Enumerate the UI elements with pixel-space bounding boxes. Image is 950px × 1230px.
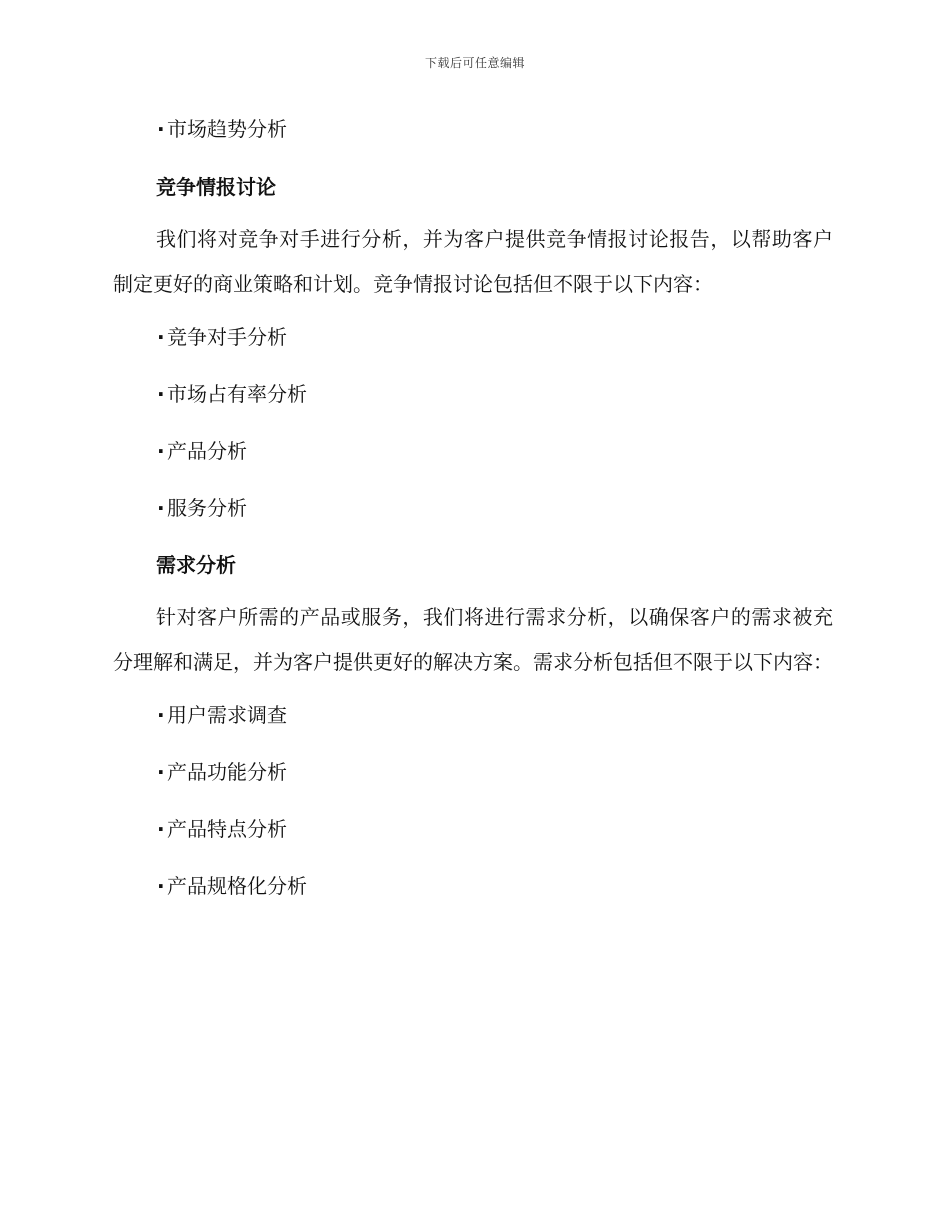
list-item-text: 产品分析	[167, 439, 247, 463]
bullet-icon: ·	[157, 817, 165, 841]
bullet-icon: ·	[157, 496, 165, 520]
bullet-icon: ·	[157, 439, 165, 463]
list-item-text: 服务分析	[167, 496, 247, 520]
list-item	[157, 320, 833, 354]
bullet-icon: ·	[157, 874, 165, 898]
list-item	[157, 755, 833, 789]
list-item	[157, 491, 833, 525]
section-heading-demand: 需求分析	[156, 553, 236, 577]
list-item	[157, 112, 833, 146]
bullet-icon: ·	[157, 703, 165, 727]
list-item-text: 产品功能分析	[167, 760, 287, 784]
list-item	[157, 698, 833, 732]
list-item-text: 竞争对手分析	[167, 325, 287, 349]
bullet-icon: ·	[157, 325, 165, 349]
paragraph-competition: 我们将对竞争对手进行分析，并为客户提供竞争情报讨论报告，以帮助客户制定更好的商业策略和计划。竞争情报讨论包括但不限于以下内容：	[113, 227, 833, 296]
list-item	[157, 434, 833, 468]
list-item-text: 市场占有率分析	[167, 382, 307, 406]
list-item-text: 用户需求调查	[167, 703, 287, 727]
bullet-icon: ·	[157, 382, 165, 406]
paragraph-demand: 针对客户所需的产品或服务，我们将进行需求分析，以确保客户的需求被充分理解和满足，并为客户提供更好的解决方案。需求分析包括但不限于以下内容：	[113, 605, 833, 674]
bullet-icon: ·	[157, 760, 165, 784]
list-item-text: 市场趋势分析	[167, 117, 287, 141]
list-item	[157, 869, 833, 903]
list-item-text: 产品特点分析	[167, 817, 287, 841]
list-item	[157, 377, 833, 411]
document-body	[113, 112, 833, 903]
bullet-icon: ·	[157, 117, 165, 141]
page-header: 下载后可任意编辑	[424, 56, 525, 70]
list-item-text: 产品规格化分析	[167, 874, 307, 898]
section-heading-competition: 竞争情报讨论	[156, 175, 276, 199]
list-item	[157, 812, 833, 846]
